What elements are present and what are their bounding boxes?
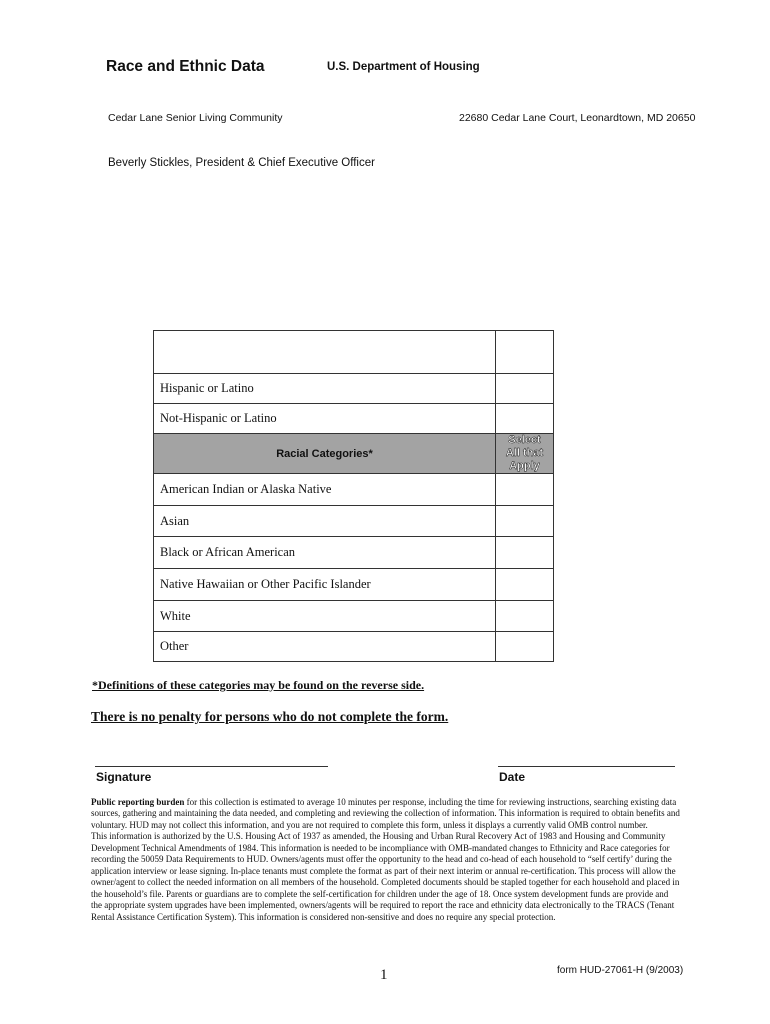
ethnicity-label: Hispanic or Latino — [160, 381, 254, 395]
signature-line[interactable] — [95, 766, 328, 767]
ethnicity-row-not-hispanic — [154, 403, 553, 433]
department-name: U.S. Department of Housing — [327, 61, 480, 73]
race-row-other — [154, 631, 553, 661]
race-row-asian — [154, 505, 553, 536]
ethnicity-checkbox-not-hispanic[interactable] — [495, 404, 553, 433]
community-name: Cedar Lane Senior Living Community — [108, 112, 283, 124]
officer-name: Beverly Stickles, President & Chief Executive Officer — [108, 157, 375, 169]
burden-statement — [91, 797, 681, 923]
signature-label: Signature — [96, 770, 152, 784]
race-row-black — [154, 536, 553, 568]
burden-text: for this collection is estimated to average 10 minutes per response, including the time for reviewing instructions, searching existing data sources, gathering and maintaining the data needed, and completing and reviewing the collection of information. This information is required to obtain benefits and voluntary. HUD may not collect this information, and you are not required to complete this form, unless it displays a currently valid OMB control number. — [91, 797, 680, 830]
form-title: Race and Ethnic Data — [106, 58, 265, 75]
ethnicity-label: Not-Hispanic or Latino — [160, 411, 277, 425]
race-row-native-hawaiian — [154, 568, 553, 600]
race-label: Black or African American — [160, 545, 296, 559]
page-number: 1 — [380, 967, 388, 983]
race-checkbox-native-hawaiian[interactable] — [495, 569, 553, 600]
race-row-american-indian — [154, 473, 553, 505]
race-label: Other — [160, 639, 189, 653]
race-header-row — [154, 433, 553, 473]
authority-paragraph: This information is authorized by the U.S. Housing Act of 1937 as amended, the Housing and Urban Rural Recovery Act of 1983 and Housing and Community Development Technical Amendments of 1984. This information is needed to be incompliance with OMB-mandated changes to Ethnicity and Race categories for recording the 50059 Data Requirements to HUD. Owners/agents must offer the opportunity to the head and co-head of each household to “self certify’ during the application interview or lease signing. In-place tenants must complete the format as part of their next interim or annual re-certification. This process will allow the owner/agent to collect the needed information on all members of the household. Completed documents should be stapled together for each household and placed in the household’s file. Parents or guardians are to complete the self-certification for children under the age of 18. Once system development funds are provide and the appropriate system upgrades have been implemented, owners/agents will be required to report the race and ethnicity data electronically to the TRACS (Tenant Rental Assistance Certification System). This information is considered non-sensitive and does no require any special protection. — [91, 831, 680, 922]
race-label: American Indian or Alaska Native — [160, 482, 332, 496]
burden-lead: Public reporting burden — [91, 797, 185, 807]
ethnicity-row-hispanic — [154, 373, 553, 403]
race-ethnicity-table — [153, 330, 554, 662]
community-address: 22680 Cedar Lane Court, Leonardtown, MD 20650 — [459, 112, 696, 124]
ethnicity-checkbox-hispanic[interactable] — [495, 374, 553, 403]
penalty-note: There is no penalty for persons who do not complete the form. — [91, 709, 449, 724]
race-checkbox-american-indian[interactable] — [495, 474, 553, 505]
race-checkbox-black[interactable] — [495, 537, 553, 568]
race-checkbox-other[interactable] — [495, 632, 553, 661]
select-all-label: Select All that Apply — [495, 434, 553, 473]
race-label: Asian — [160, 513, 190, 528]
definitions-note: *Definitions of these categories may be found on the reverse side. — [92, 678, 425, 692]
race-label: White — [160, 608, 191, 623]
burden-paragraph — [91, 797, 681, 831]
race-header-label: Racial Categories* — [276, 447, 373, 460]
race-checkbox-white[interactable] — [495, 601, 553, 631]
form-number: form HUD-27061-H (9/2003) — [557, 965, 684, 976]
race-row-white — [154, 600, 553, 631]
date-line[interactable] — [498, 766, 675, 767]
top-cell-divider — [495, 331, 496, 373]
date-label: Date — [499, 770, 526, 784]
race-checkbox-asian[interactable] — [495, 506, 553, 536]
race-label: Native Hawaiian or Other Pacific Islander — [160, 577, 371, 591]
